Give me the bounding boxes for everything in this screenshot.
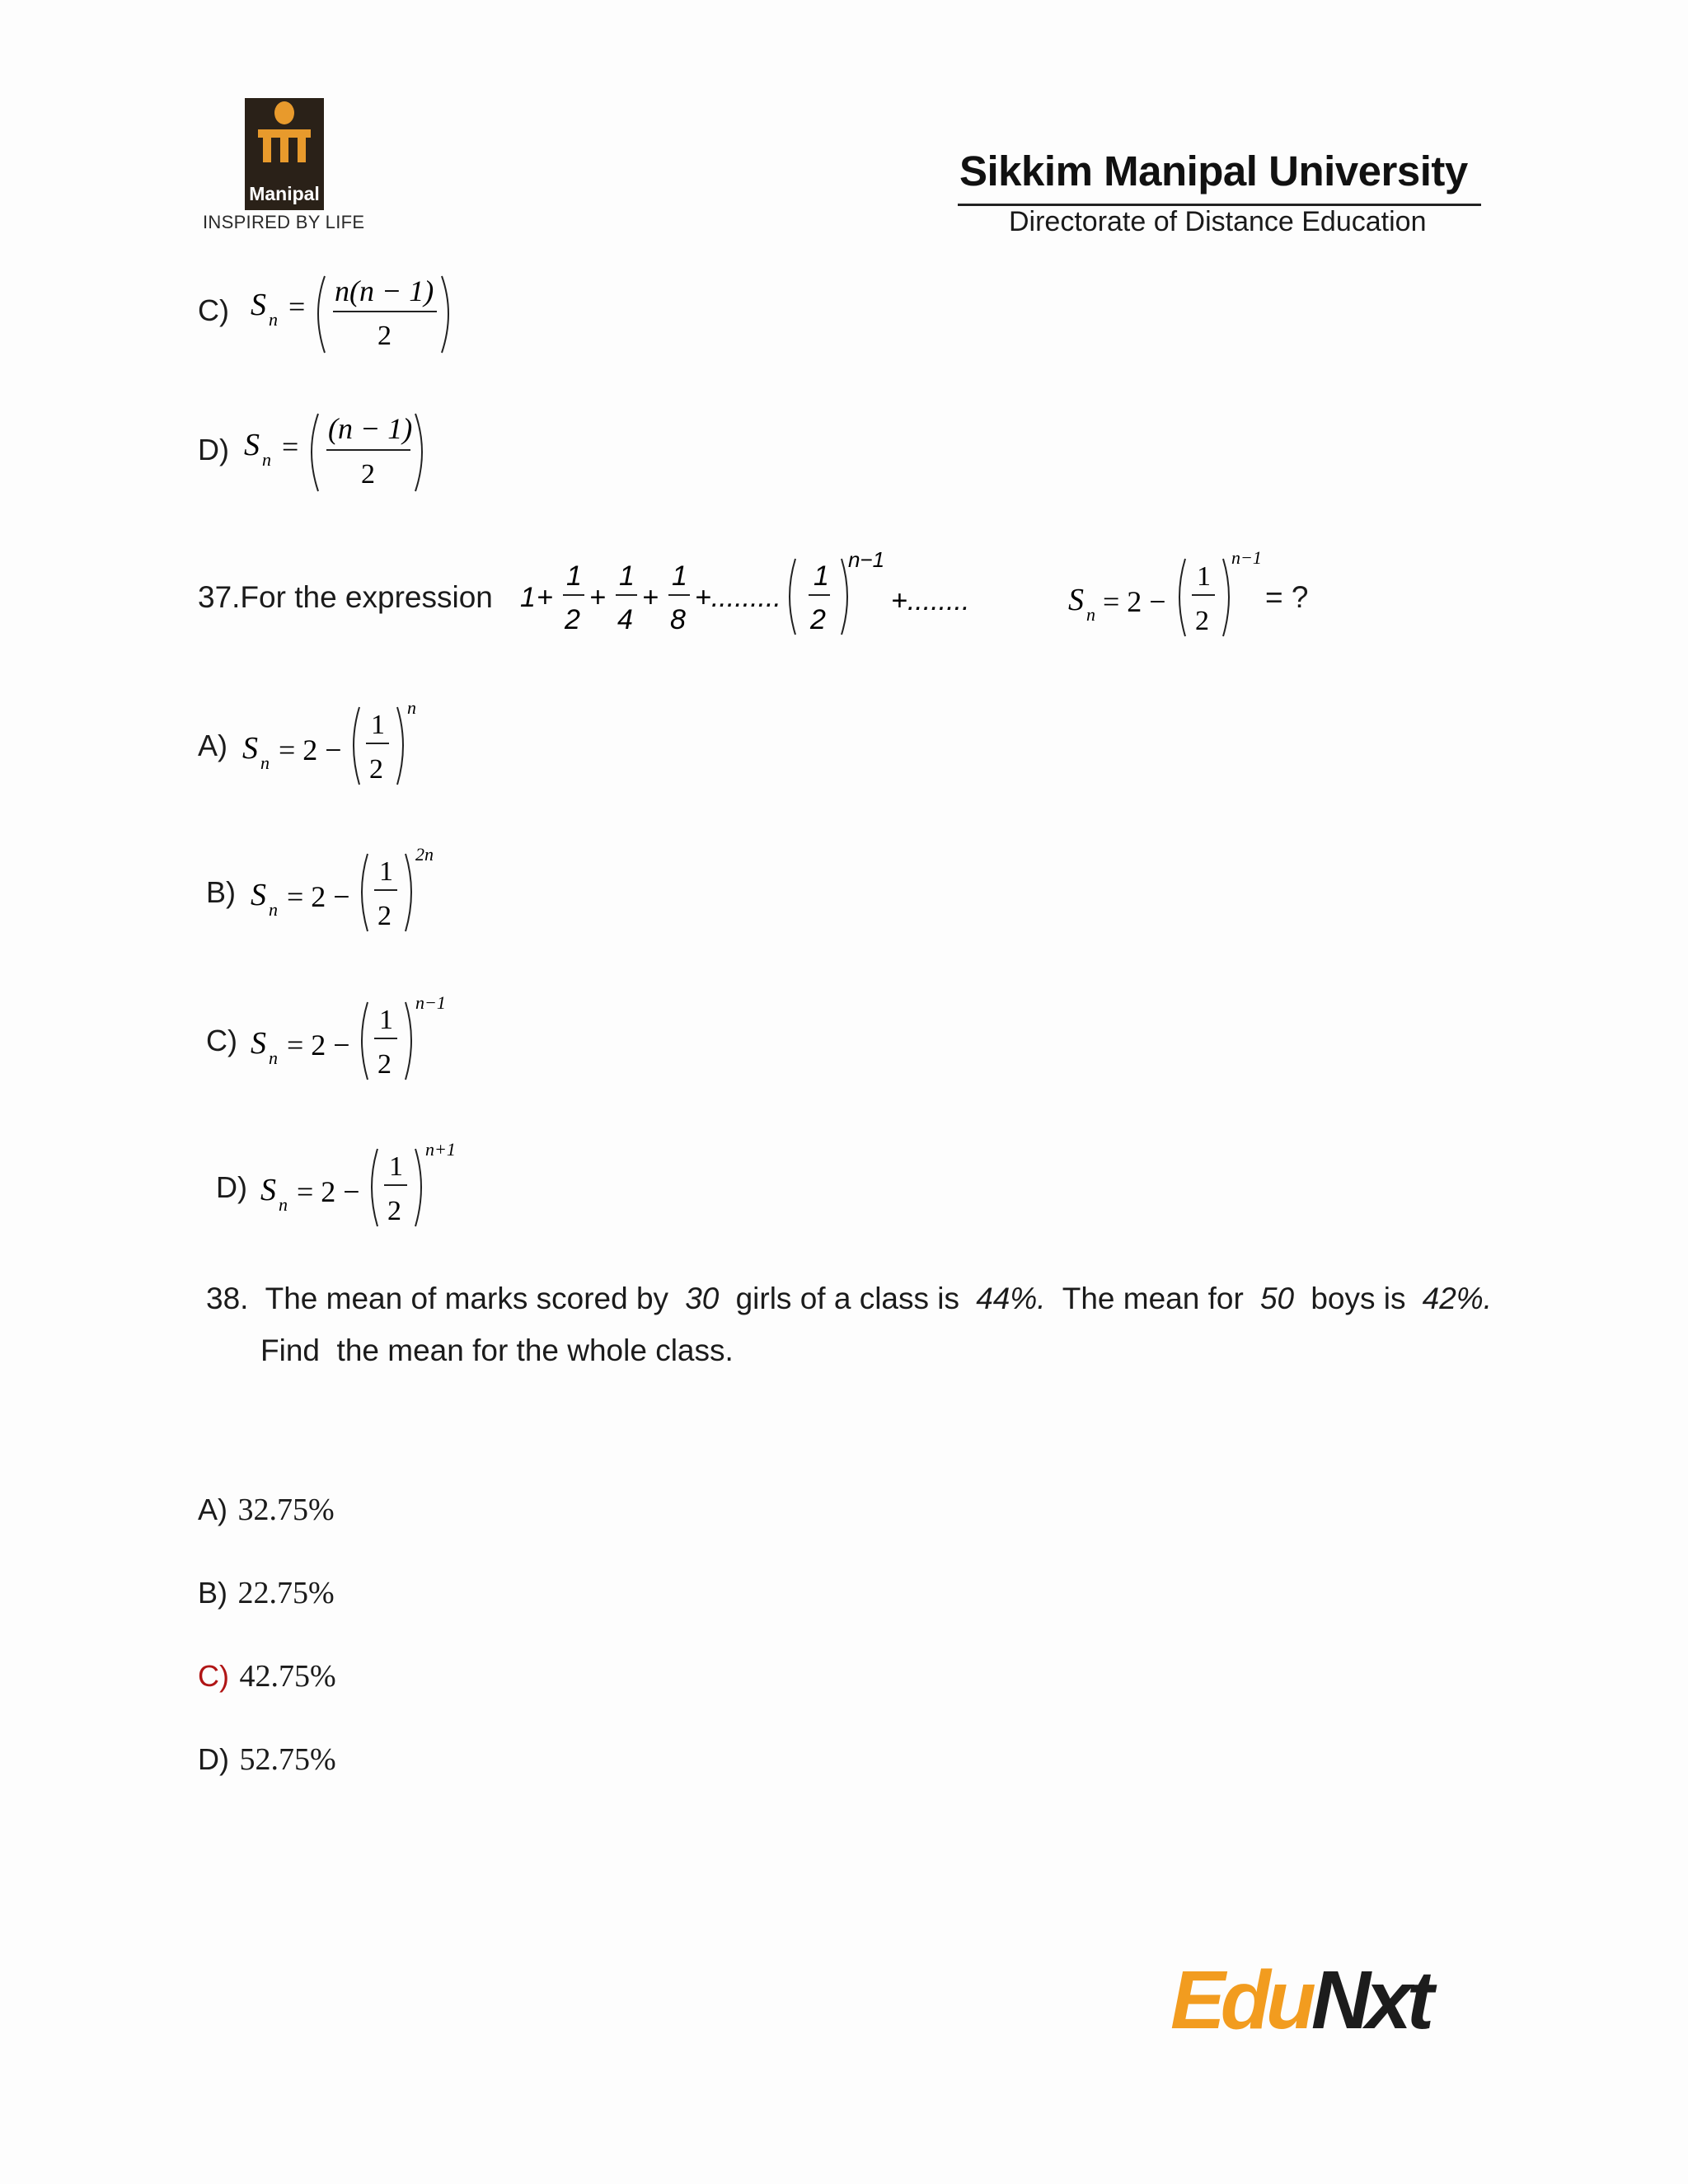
q38-text-3: The mean for xyxy=(1062,1282,1244,1315)
svg-text:(n − 1): (n − 1) xyxy=(328,412,413,445)
svg-text:1: 1 xyxy=(389,1151,403,1182)
q38-option-c[interactable] xyxy=(198,1658,336,1694)
q38-option-d-label: D) xyxy=(198,1742,229,1776)
q38-option-a-label: A) xyxy=(198,1493,227,1526)
svg-text:1: 1 xyxy=(814,560,829,592)
svg-text:2: 2 xyxy=(810,604,826,635)
q38-option-c-label: C) xyxy=(198,1659,229,1693)
q37-option-a-formula xyxy=(239,692,437,799)
svg-text:+: + xyxy=(537,582,553,613)
svg-text:= 2 −: = 2 − xyxy=(287,880,350,913)
manipal-emblem-icon xyxy=(245,98,324,180)
q38-boys-count: 50 xyxy=(1259,1282,1295,1315)
edunext-logo xyxy=(1170,1953,1429,2048)
directorate-subtitle: Directorate of Distance Education xyxy=(1009,206,1427,237)
q37-option-c-label: C) xyxy=(206,1024,237,1057)
q37-series-expression xyxy=(515,544,993,651)
q37-option-a-exponent: n xyxy=(407,697,416,718)
q38-option-b-value: 22.75% xyxy=(237,1576,335,1610)
svg-text:2: 2 xyxy=(369,754,383,785)
svg-text:n−1: n−1 xyxy=(1231,547,1262,568)
q38-girls-mean: 44%. xyxy=(976,1282,1046,1315)
q38-girls-count: 30 xyxy=(685,1282,720,1315)
q38-option-b[interactable] xyxy=(198,1575,335,1611)
svg-text:=: = xyxy=(282,430,299,463)
svg-text:1: 1 xyxy=(619,560,635,592)
svg-text:n: n xyxy=(269,899,278,920)
svg-text:S: S xyxy=(251,288,266,322)
svg-text:1: 1 xyxy=(379,1005,393,1035)
svg-text:2: 2 xyxy=(1195,606,1209,636)
svg-text:S: S xyxy=(244,428,260,462)
svg-text:1: 1 xyxy=(379,856,393,887)
svg-text:4: 4 xyxy=(617,604,633,635)
svg-text:n: n xyxy=(260,752,270,773)
svg-text:2: 2 xyxy=(377,321,392,351)
q37-option-b-label: B) xyxy=(206,875,236,909)
svg-text:S: S xyxy=(1068,583,1084,617)
svg-text:2: 2 xyxy=(565,604,580,635)
university-title: Sikkim Manipal University xyxy=(959,148,1468,194)
q38-option-a[interactable] xyxy=(198,1492,335,1528)
svg-text:2: 2 xyxy=(377,901,392,931)
svg-text:+: + xyxy=(642,582,659,613)
q38-option-a-value: 32.75% xyxy=(237,1493,335,1527)
svg-text:=: = xyxy=(288,290,306,323)
svg-text:= 2 −: = 2 − xyxy=(279,733,342,766)
svg-text:n: n xyxy=(269,1047,278,1068)
q38-boys-mean: 42%. xyxy=(1422,1282,1492,1315)
svg-text:2: 2 xyxy=(377,1049,392,1080)
svg-text:= 2 −: = 2 − xyxy=(287,1029,350,1062)
q38-text-2: girls of a class is xyxy=(735,1282,959,1315)
q38-option-c-value: 42.75% xyxy=(239,1659,336,1694)
q38-text-1: The mean of marks scored by xyxy=(265,1282,669,1315)
q37-option-c-exponent: n−1 xyxy=(415,992,446,1013)
q38-option-d-value: 52.75% xyxy=(239,1742,336,1777)
svg-text:n: n xyxy=(262,449,271,470)
svg-text:n−1: n−1 xyxy=(848,547,885,572)
svg-text:1: 1 xyxy=(371,710,385,740)
q37-option-a-label: A) xyxy=(198,729,227,762)
svg-text:n: n xyxy=(269,309,278,330)
q36-option-c-formula xyxy=(246,264,460,363)
logo-tagline: INSPIRED BY LIFE xyxy=(203,212,365,232)
edunext-logo-edu: Edu xyxy=(1170,1954,1311,2046)
logo-word: Manipal xyxy=(249,183,320,204)
svg-text:= 2 −: = 2 − xyxy=(1103,585,1166,618)
svg-text:+........: +........ xyxy=(891,585,970,616)
svg-text:S: S xyxy=(251,1026,266,1061)
q38-question-line1 xyxy=(206,1282,1492,1316)
q37-option-b-formula xyxy=(247,839,462,946)
svg-text:n: n xyxy=(279,1194,288,1215)
q37-equals-question: = ? xyxy=(1265,580,1309,614)
q38-option-d[interactable] xyxy=(198,1741,336,1778)
q37-option-b-exponent: 2n xyxy=(415,844,434,865)
svg-text:+: + xyxy=(589,582,606,613)
svg-text:2: 2 xyxy=(361,459,375,490)
svg-text:1: 1 xyxy=(566,560,582,592)
q37-option-d-exponent: n+1 xyxy=(425,1139,456,1160)
q38-question-line2: Find the mean for the whole class. xyxy=(260,1333,734,1367)
svg-text:n(n − 1): n(n − 1) xyxy=(335,274,434,307)
q38-option-b-label: B) xyxy=(198,1576,227,1610)
svg-text:n: n xyxy=(1086,604,1095,625)
q36-option-d-formula xyxy=(239,404,437,503)
q37-option-d-label: D) xyxy=(216,1170,247,1204)
q36-option-c-label: C) xyxy=(198,293,229,327)
svg-text:+.........: +......... xyxy=(695,582,781,613)
q36-option-d-label: D) xyxy=(198,433,229,466)
svg-text:S: S xyxy=(251,878,266,912)
svg-text:8: 8 xyxy=(670,604,686,635)
svg-text:S: S xyxy=(242,731,258,766)
svg-text:1: 1 xyxy=(672,560,687,592)
svg-text:2: 2 xyxy=(387,1196,401,1226)
q37-option-d-formula xyxy=(257,1134,471,1241)
svg-text:S: S xyxy=(260,1173,276,1207)
svg-text:1: 1 xyxy=(1197,561,1211,592)
q38-text-4: boys is xyxy=(1311,1282,1406,1315)
q37-prompt: 37.For the expression xyxy=(198,580,493,614)
q38-number: 38. xyxy=(206,1282,249,1315)
edunext-logo-nxt: Nxt xyxy=(1311,1954,1430,2046)
svg-text:= 2 −: = 2 − xyxy=(297,1175,360,1208)
svg-text:1: 1 xyxy=(520,582,536,613)
q37-option-c-formula xyxy=(247,987,462,1094)
